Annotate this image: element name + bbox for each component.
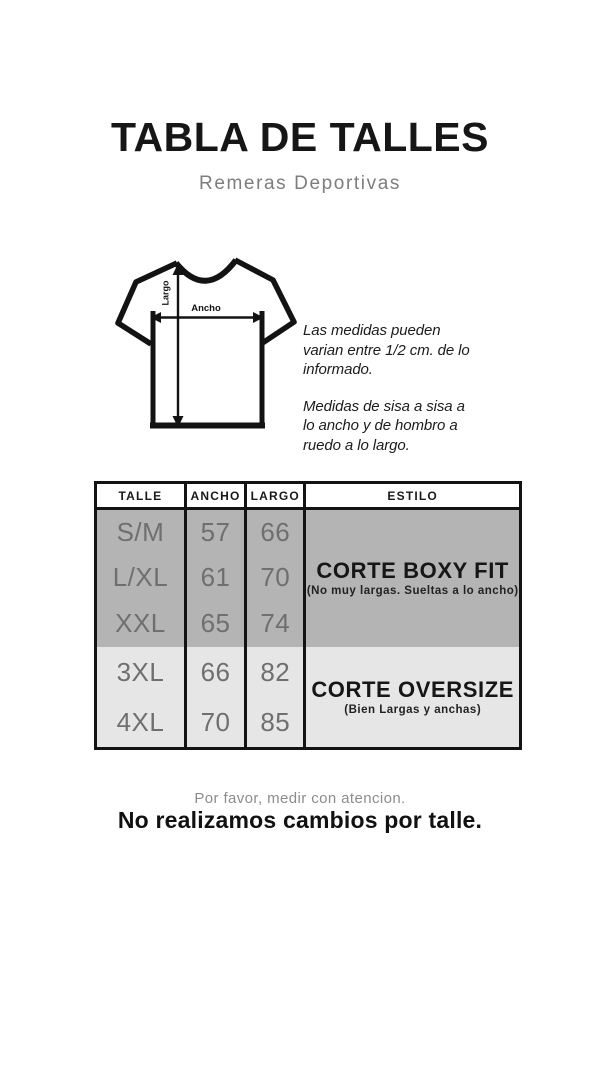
size-table-head — [96, 483, 521, 509]
estilo-cell — [305, 509, 521, 647]
largo-arrow-label: Largo — [160, 280, 171, 306]
column-header-ancho: ANCHO — [185, 483, 245, 509]
column-header-estilo: ESTILO — [305, 483, 521, 509]
ancho-cell: 70 — [185, 698, 245, 749]
talle-cell: 3XL — [96, 647, 186, 698]
talle-cell: L/XL — [96, 555, 186, 601]
estilo-title: CORTE BOXY FIT — [316, 558, 509, 584]
estilo-title: CORTE OVERSIZE — [311, 676, 515, 702]
ancho-cell: 65 — [185, 601, 245, 647]
note-method — [303, 397, 493, 456]
note-line: Las medidas pueden — [303, 322, 441, 339]
ancho-cell: 61 — [185, 555, 245, 601]
ancho-cell: 66 — [185, 647, 245, 698]
page-title: TABLA DE TALLES — [111, 114, 489, 160]
note-line: varian entre 1/2 cm. de lo — [303, 341, 470, 359]
measurement-notes — [303, 321, 493, 472]
talle-cell: 4XL — [96, 698, 186, 749]
tshirt-sleeves-outline — [118, 260, 294, 344]
tshirt-body-outline — [150, 311, 265, 426]
tshirt-collar-outline — [176, 260, 236, 281]
size-row-3xl — [96, 647, 521, 698]
estilo-cell — [305, 647, 521, 749]
talle-cell: S/M — [96, 509, 186, 555]
footer-note: Por favor, medir con atencion. — [194, 790, 406, 807]
note-tolerance — [303, 321, 493, 380]
column-header-talle: TALLE — [96, 483, 186, 509]
note-line: ruedo a lo largo. — [303, 436, 410, 454]
ancho-arrow-label: Ancho — [191, 303, 221, 314]
page-subtitle: Remeras Deportivas — [199, 173, 401, 194]
largo-cell: 70 — [246, 555, 305, 601]
largo-cell: 66 — [246, 509, 305, 555]
tshirt-diagram-icon — [100, 248, 305, 440]
size-row-s-m — [96, 509, 521, 555]
largo-cell: 74 — [246, 601, 305, 647]
largo-arrow — [173, 264, 184, 428]
size-table-body — [96, 509, 521, 749]
talle-cell: XXL — [96, 601, 186, 647]
largo-cell: 85 — [246, 698, 305, 749]
estilo-subtitle: (No muy largas. Sueltas a lo ancho) — [306, 585, 519, 598]
size-table — [94, 481, 522, 750]
footer-warning: No realizamos cambios por talle. — [117, 807, 483, 833]
note-line: Medidas de sisa a sisa a — [303, 397, 465, 415]
note-line: informado. — [303, 361, 373, 378]
column-header-largo: LARGO — [246, 483, 305, 509]
ancho-cell: 57 — [185, 509, 245, 555]
estilo-subtitle: (Bien Largas y anchas) — [344, 703, 482, 716]
table-header-row — [96, 483, 521, 509]
size-table-container — [94, 481, 522, 750]
largo-cell: 82 — [246, 647, 305, 698]
note-line: lo ancho y de hombro a — [303, 417, 458, 434]
